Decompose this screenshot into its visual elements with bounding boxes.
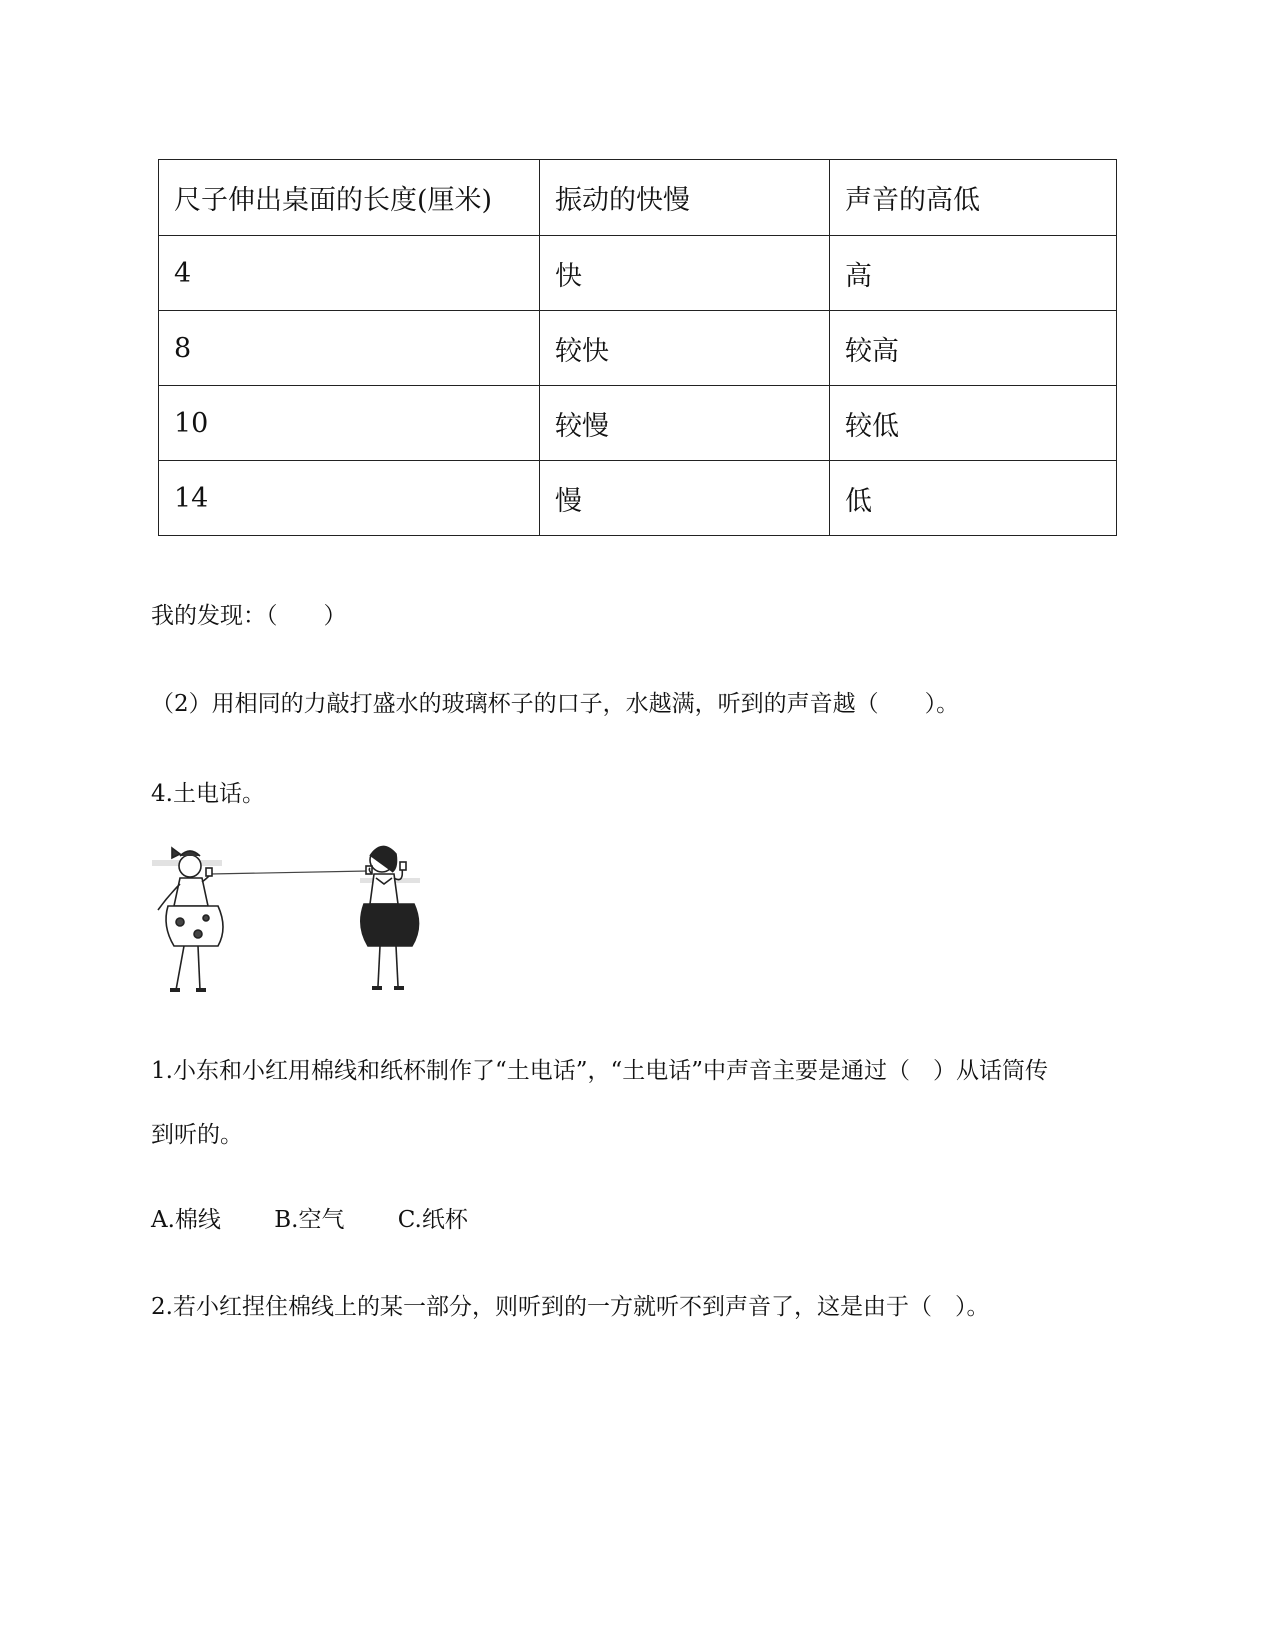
header-vibration: 振动的快慢 <box>540 160 830 236</box>
table-row <box>159 461 1117 536</box>
cell-vibration: 快 <box>540 236 830 311</box>
cell-pitch: 较低 <box>830 386 1117 461</box>
question-2b: 2.若小红捏住棉线上的某一部分，则听到的一方就听不到声音了，这是由于（ ）。 <box>151 1294 990 1320</box>
cell-length: 4 <box>159 236 540 311</box>
finding-line: 我的发现：（ ） <box>151 603 347 629</box>
question-2: （2）用相同的力敲打盛水的玻璃杯子的口子，水越满，听到的声音越（ ）。 <box>151 691 960 717</box>
cell-vibration: 慢 <box>540 461 830 536</box>
cell-length: 10 <box>159 386 540 461</box>
cell-length: 8 <box>159 311 540 386</box>
ruler-experiment-table <box>158 159 1117 536</box>
cell-vibration: 较慢 <box>540 386 830 461</box>
table-header-row <box>159 160 1117 236</box>
cell-pitch: 低 <box>830 461 1117 536</box>
cell-pitch: 较高 <box>830 311 1117 386</box>
question-1-line-2: 到听的。 <box>151 1122 243 1148</box>
option-a[interactable]: A.棉线 <box>151 1207 221 1233</box>
table-row <box>159 386 1117 461</box>
table-row <box>159 311 1117 386</box>
cell-pitch: 高 <box>830 236 1117 311</box>
header-length: 尺子伸出桌面的长度(厘米) <box>159 160 540 236</box>
tin-can-telephone-illustration <box>150 838 432 1030</box>
table-row <box>159 236 1117 311</box>
option-b[interactable]: B.空气 <box>274 1207 345 1233</box>
answer-options <box>151 1205 514 1235</box>
cell-vibration: 较快 <box>540 311 830 386</box>
cell-length: 14 <box>159 461 540 536</box>
question-1-line-1: 1.小东和小红用棉线和纸杯制作了“土电话”，“土电话”中声音主要是通过（ ）从话筒传 <box>151 1058 1048 1084</box>
section-4-title: 4.土电话。 <box>151 781 265 807</box>
header-pitch: 声音的高低 <box>830 160 1117 236</box>
option-c[interactable]: C.纸杯 <box>397 1207 468 1233</box>
